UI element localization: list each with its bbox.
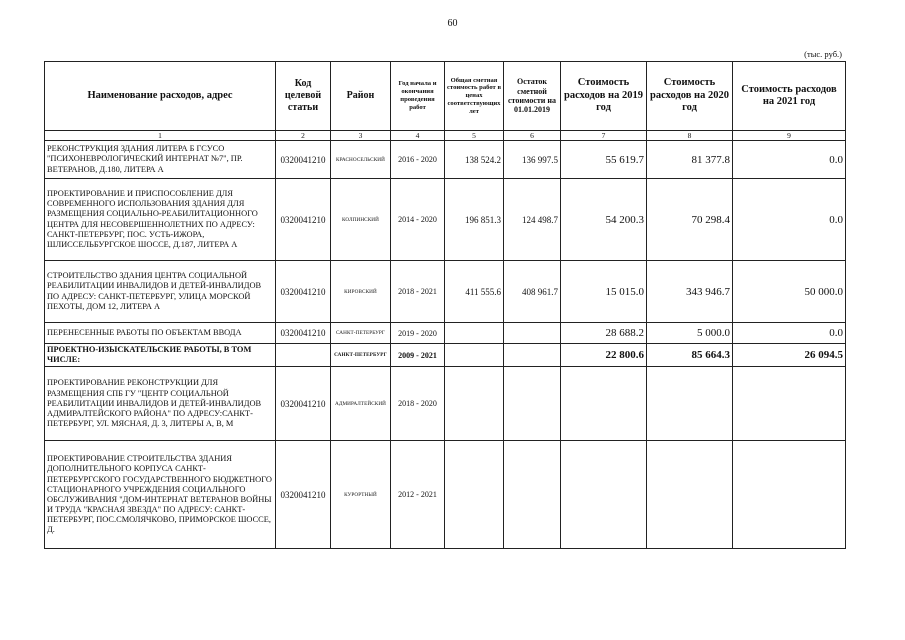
row-period: 2018 - 2020 xyxy=(391,367,445,441)
row-cost-2020: 85 664.3 xyxy=(647,344,733,367)
row-rayon: САНКТ-ПЕТЕРБУРГ xyxy=(331,344,391,367)
column-number: 2 xyxy=(276,131,331,141)
row-cost-2020: 81 377.8 xyxy=(647,141,733,179)
row-period: 2009 - 2021 xyxy=(391,344,445,367)
row-code: 0320041210 xyxy=(276,179,331,261)
row-code: 0320041210 xyxy=(276,441,331,549)
row-period: 2019 - 2020 xyxy=(391,323,445,344)
row-remain xyxy=(504,367,561,441)
row-code: 0320041210 xyxy=(276,367,331,441)
header-remain: Остаток сметной стоимости на 01.01.2019 xyxy=(504,62,561,131)
row-total xyxy=(445,441,504,549)
header-cost-2021: Стоимость расходов на 2021 год xyxy=(733,62,846,131)
column-number: 5 xyxy=(445,131,504,141)
row-rayon: КОЛПИНСКИЙ xyxy=(331,179,391,261)
row-cost-2019: 22 800.6 xyxy=(561,344,647,367)
row-cost-2019 xyxy=(561,441,647,549)
column-number-row xyxy=(45,131,846,141)
header-rayon: Район xyxy=(331,62,391,131)
row-rayon: АДМИРАЛТЕЙСКИЙ xyxy=(331,367,391,441)
row-total xyxy=(445,344,504,367)
header-row xyxy=(45,62,846,131)
row-cost-2020 xyxy=(647,367,733,441)
row-remain xyxy=(504,441,561,549)
column-number: 9 xyxy=(733,131,846,141)
row-remain xyxy=(504,344,561,367)
row-cost-2021: 0.0 xyxy=(733,323,846,344)
row-name: ПЕРЕНЕСЕННЫЕ РАБОТЫ ПО ОБЪЕКТАМ ВВОДА xyxy=(45,323,276,344)
column-number: 8 xyxy=(647,131,733,141)
header-total: Общая сметная стоимость работ в ценах соответствующих лет xyxy=(445,62,504,131)
page-number: 60 xyxy=(447,18,458,29)
row-cost-2019: 15 015.0 xyxy=(561,261,647,323)
row-total: 138 524.2 xyxy=(445,141,504,179)
header-cost-2019: Стоимость расходов на 2019 год xyxy=(561,62,647,131)
row-cost-2021: 50 000.0 xyxy=(733,261,846,323)
row-cost-2020: 70 298.4 xyxy=(647,179,733,261)
row-code xyxy=(276,344,331,367)
row-period: 2012 - 2021 xyxy=(391,441,445,549)
column-number: 4 xyxy=(391,131,445,141)
row-name: ПРОЕКТИРОВАНИЕ И ПРИСПОСОБЛЕНИЕ ДЛЯ СОВРЕМЕННОГО ИСПОЛЬЗОВАНИЯ ЗДАНИЯ ДЛЯ РАЗМЕЩЕНИЯ СОЦИАЛЬНО-РЕАБИЛИТАЦИОННОГО ЦЕНТРА ДЛЯ НЕСОВЕРШЕННОЛЕТНИХ ПО АДРЕСУ: САНКТ-ПЕТЕРБУРГ, ПОС. УСТЬ-ИЖОРА, ШЛИССЕЛЬБУРГСКОЕ ШОССЕ, Д.187, ЛИТЕРА А xyxy=(45,179,276,261)
table-row xyxy=(45,441,846,549)
row-remain: 408 961.7 xyxy=(504,261,561,323)
row-name: ПРОЕКТИРОВАНИЕ РЕКОНСТРУКЦИИ ДЛЯ РАЗМЕЩЕНИЯ СПБ ГУ "ЦЕНТР СОЦИАЛЬНОЙ РЕАБИЛИТАЦИИ ИНВАЛИДОВ И ДЕТЕЙ-ИНВАЛИДОВ АДМИРАЛТЕЙСКОГО РАЙОНА" ПО АДРЕСУ:САНКТ-ПЕТЕРБУРГ, УЛ. МЯСНАЯ, Д. 3, ЛИТЕРЫ А, В, М xyxy=(45,367,276,441)
row-name: ПРОЕКТНО-ИЗЫСКАТЕЛЬСКИЕ РАБОТЫ, В ТОМ ЧИСЛЕ: xyxy=(45,344,276,367)
row-remain xyxy=(504,323,561,344)
row-cost-2020: 343 946.7 xyxy=(647,261,733,323)
row-total xyxy=(445,367,504,441)
row-cost-2021: 0.0 xyxy=(733,141,846,179)
table-row-subtotal xyxy=(45,344,846,367)
header-code: Код целевой статьи xyxy=(276,62,331,131)
row-period: 2018 - 2021 xyxy=(391,261,445,323)
table-row xyxy=(45,261,846,323)
row-cost-2021 xyxy=(733,441,846,549)
row-cost-2020 xyxy=(647,441,733,549)
row-rayon: КРАСНОСЕЛЬСКИЙ xyxy=(331,141,391,179)
row-period: 2016 - 2020 xyxy=(391,141,445,179)
row-name: РЕКОНСТРУКЦИЯ ЗДАНИЯ ЛИТЕРА Б ГСУСО "ПСИХОНЕВРОЛОГИЧЕСКИЙ ИНТЕРНАТ №7", ПР. ВЕТЕРАНОВ, Д.180, ЛИТЕРА А xyxy=(45,141,276,179)
row-total: 411 555.6 xyxy=(445,261,504,323)
row-cost-2019: 54 200.3 xyxy=(561,179,647,261)
header-cost-2020: Стоимость расходов на 2020 год xyxy=(647,62,733,131)
row-total: 196 851.3 xyxy=(445,179,504,261)
row-rayon: САНКТ-ПЕТЕРБУРГ xyxy=(331,323,391,344)
row-cost-2021: 0.0 xyxy=(733,179,846,261)
row-cost-2021: 26 094.5 xyxy=(733,344,846,367)
column-number: 6 xyxy=(504,131,561,141)
column-number: 3 xyxy=(331,131,391,141)
column-number: 1 xyxy=(45,131,276,141)
row-rayon: КУРОРТНЫЙ xyxy=(331,441,391,549)
column-number: 7 xyxy=(561,131,647,141)
row-total xyxy=(445,323,504,344)
row-cost-2019: 28 688.2 xyxy=(561,323,647,344)
row-rayon: КИРОВСКИЙ xyxy=(331,261,391,323)
row-period: 2014 - 2020 xyxy=(391,179,445,261)
table-row xyxy=(45,179,846,261)
row-cost-2021 xyxy=(733,367,846,441)
expenses-table xyxy=(44,61,846,549)
row-name: СТРОИТЕЛЬСТВО ЗДАНИЯ ЦЕНТРА СОЦИАЛЬНОЙ РЕАБИЛИТАЦИИ ИНВАЛИДОВ И ДЕТЕЙ-ИНВАЛИДОВ ПО АДРЕСУ: САНКТ-ПЕТЕРБУРГ, УЛИЦА МОРСКОЙ ПЕХОТЫ, ДОМ 12, ЛИТЕРА А xyxy=(45,261,276,323)
header-name: Наименование расходов, адрес xyxy=(45,62,276,131)
row-name: ПРОЕКТИРОВАНИЕ СТРОИТЕЛЬСТВА ЗДАНИЯ ДОПОЛНИТЕЛЬНОГО КОРПУСА САНКТ-ПЕТЕРБУРГСКОГО ГОСУДАРСТВЕННОГО БЮДЖЕТНОГО СТАЦИОНАРНОГО УЧРЕЖДЕНИЯ СОЦИАЛЬНОГО ОБСЛУЖИВАНИЯ "ДОМ-ИНТЕРНАТ ВЕТЕРАНОВ ВОЙНЫ И ТРУДА "КРАСНАЯ ЗВЕЗДА" ПО АДРЕСУ: САНКТ-ПЕТЕРБУРГ, ПОС.СМОЛЯЧКОВО, ПРИМОРСКОЕ ШОССЕ, Д. xyxy=(45,441,276,549)
units-label: (тыс. руб.) xyxy=(804,49,842,59)
row-remain: 124 498.7 xyxy=(504,179,561,261)
row-cost-2019 xyxy=(561,367,647,441)
table-row xyxy=(45,367,846,441)
row-remain: 136 997.5 xyxy=(504,141,561,179)
header-period: Год начала и окончания проведения работ xyxy=(391,62,445,131)
row-cost-2020: 5 000.0 xyxy=(647,323,733,344)
row-code: 0320041210 xyxy=(276,323,331,344)
row-cost-2019: 55 619.7 xyxy=(561,141,647,179)
row-code: 0320041210 xyxy=(276,141,331,179)
table-row xyxy=(45,323,846,344)
row-code: 0320041210 xyxy=(276,261,331,323)
table-row xyxy=(45,141,846,179)
